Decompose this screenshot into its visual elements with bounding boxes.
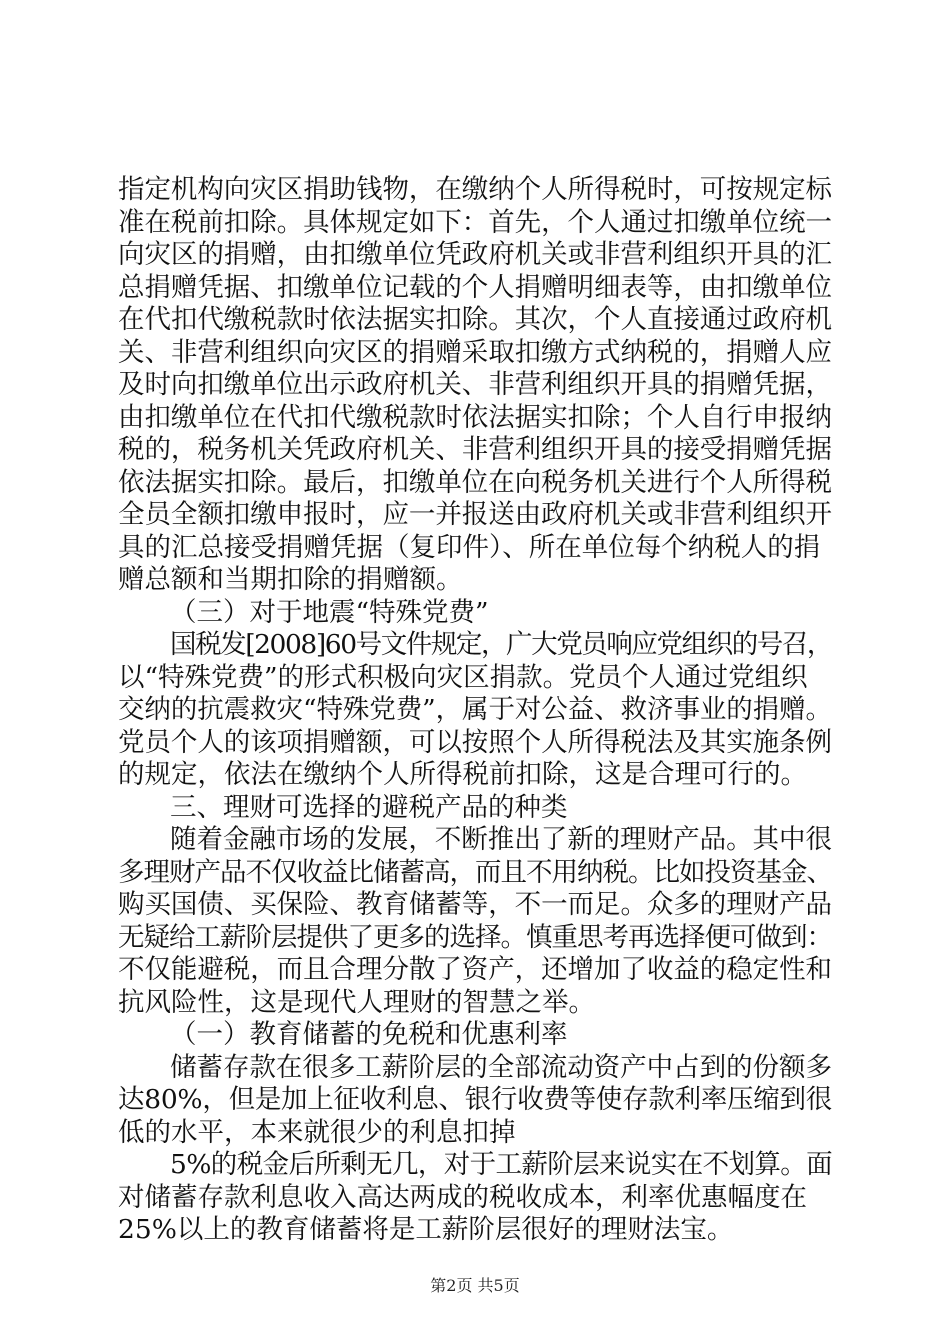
page-footer: 第2页 共5页 bbox=[430, 1276, 520, 1295]
text-line: 在代扣代缴税款时依法据实扣除。其次，个人直接通过政府机 bbox=[118, 304, 832, 335]
text-line: 国税发[2008]60号文件规定，广大党员响应党组织的号召， bbox=[170, 629, 832, 660]
text-line: 5%的税金后所剩无几，对于工薪阶层来说实在不划算。面 bbox=[170, 1149, 832, 1180]
text-line: 购买国债、买保险、教育储蓄等，不一而足。众多的理财产品 bbox=[118, 889, 832, 920]
text-line: 税的，税务机关凭政府机关、非营利组织开具的接受捐赠凭据 bbox=[118, 434, 832, 465]
text-line: 低的水平，本来就很少的利息扣掉 bbox=[118, 1116, 516, 1148]
text-line: 的规定，依法在缴纳个人所得税前扣除，这是合理可行的。 bbox=[118, 759, 807, 790]
text-line: 储蓄存款在很多工薪阶层的全部流动资产中占到的份额多 bbox=[170, 1051, 832, 1083]
text-line: 随着金融市场的发展，不断推出了新的理财产品。其中很 bbox=[170, 824, 832, 855]
text-line: 以“特殊党费”的形式积极向灾区捐款。党员个人通过党组织 bbox=[118, 661, 808, 693]
text-line: 不仅能避税，而且合理分散了资产，还增加了收益的稳定性和 bbox=[118, 954, 832, 985]
text-line: 及时向扣缴单位出示政府机关、非营利组织开具的捐赠凭据， bbox=[118, 369, 832, 400]
text-line: 全员全额扣缴申报时，应一并报送由政府机关或非营利组织开 bbox=[118, 499, 832, 530]
text-line: 指定机构向灾区捐助钱物，在缴纳个人所得税时，可按规定标 bbox=[118, 174, 832, 205]
text-line: 依法据实扣除。最后，扣缴单位在向税务机关进行个人所得税 bbox=[118, 466, 832, 498]
text-line: 由扣缴单位在代扣代缴税款时依法据实扣除；个人自行申报纳 bbox=[118, 401, 832, 433]
text-line: 关、非营利组织向灾区的捐赠采取扣缴方式纳税的，捐赠人应 bbox=[118, 336, 832, 368]
text-line: 三、理财可选择的避税产品的种类 bbox=[170, 791, 568, 823]
text-line: 准在税前扣除。具体规定如下：首先，个人通过扣缴单位统一 bbox=[118, 206, 832, 238]
text-line: （三）对于地震“特殊党费” bbox=[170, 596, 489, 628]
text-line: 赠总额和当期扣除的捐赠额。 bbox=[118, 564, 463, 595]
text-line: 对储蓄存款利息收入高达两成的税收成本，利率优惠幅度在 bbox=[118, 1181, 807, 1213]
text-line: 多理财产品不仅收益比储蓄高，而且不用纳税。比如投资基金、 bbox=[118, 856, 832, 888]
text-line: （一）教育储蓄的免税和优惠利率 bbox=[170, 1019, 568, 1050]
text-line: 无疑给工薪阶层提供了更多的选择。慎重思考再选择便可做到： bbox=[118, 921, 832, 953]
text-line: 向灾区的捐赠，由扣缴单位凭政府机关或非营利组织开具的汇 bbox=[118, 239, 832, 270]
document-body bbox=[118, 174, 832, 1247]
text-line: 交纳的抗震救灾“特殊党费”，属于对公益、救济事业的捐赠。 bbox=[118, 694, 832, 725]
text-line: 党员个人的该项捐赠额，可以按照个人所得税法及其实施条例 bbox=[118, 726, 832, 758]
text-line: 25%以上的教育储蓄将是工薪阶层很好的理财法宝。 bbox=[118, 1214, 734, 1245]
text-line: 总捐赠凭据、扣缴单位记载的个人捐赠明细表等，由扣缴单位 bbox=[118, 271, 832, 303]
text-line: 抗风险性，这是现代人理财的智慧之举。 bbox=[118, 986, 595, 1018]
text-line: 具的汇总接受捐赠凭据（复印件）、所在单位每个纳税人的捐 bbox=[118, 531, 821, 563]
text-line: 达80%，但是加上征收利息、银行收费等使存款利率压缩到很 bbox=[118, 1084, 832, 1115]
